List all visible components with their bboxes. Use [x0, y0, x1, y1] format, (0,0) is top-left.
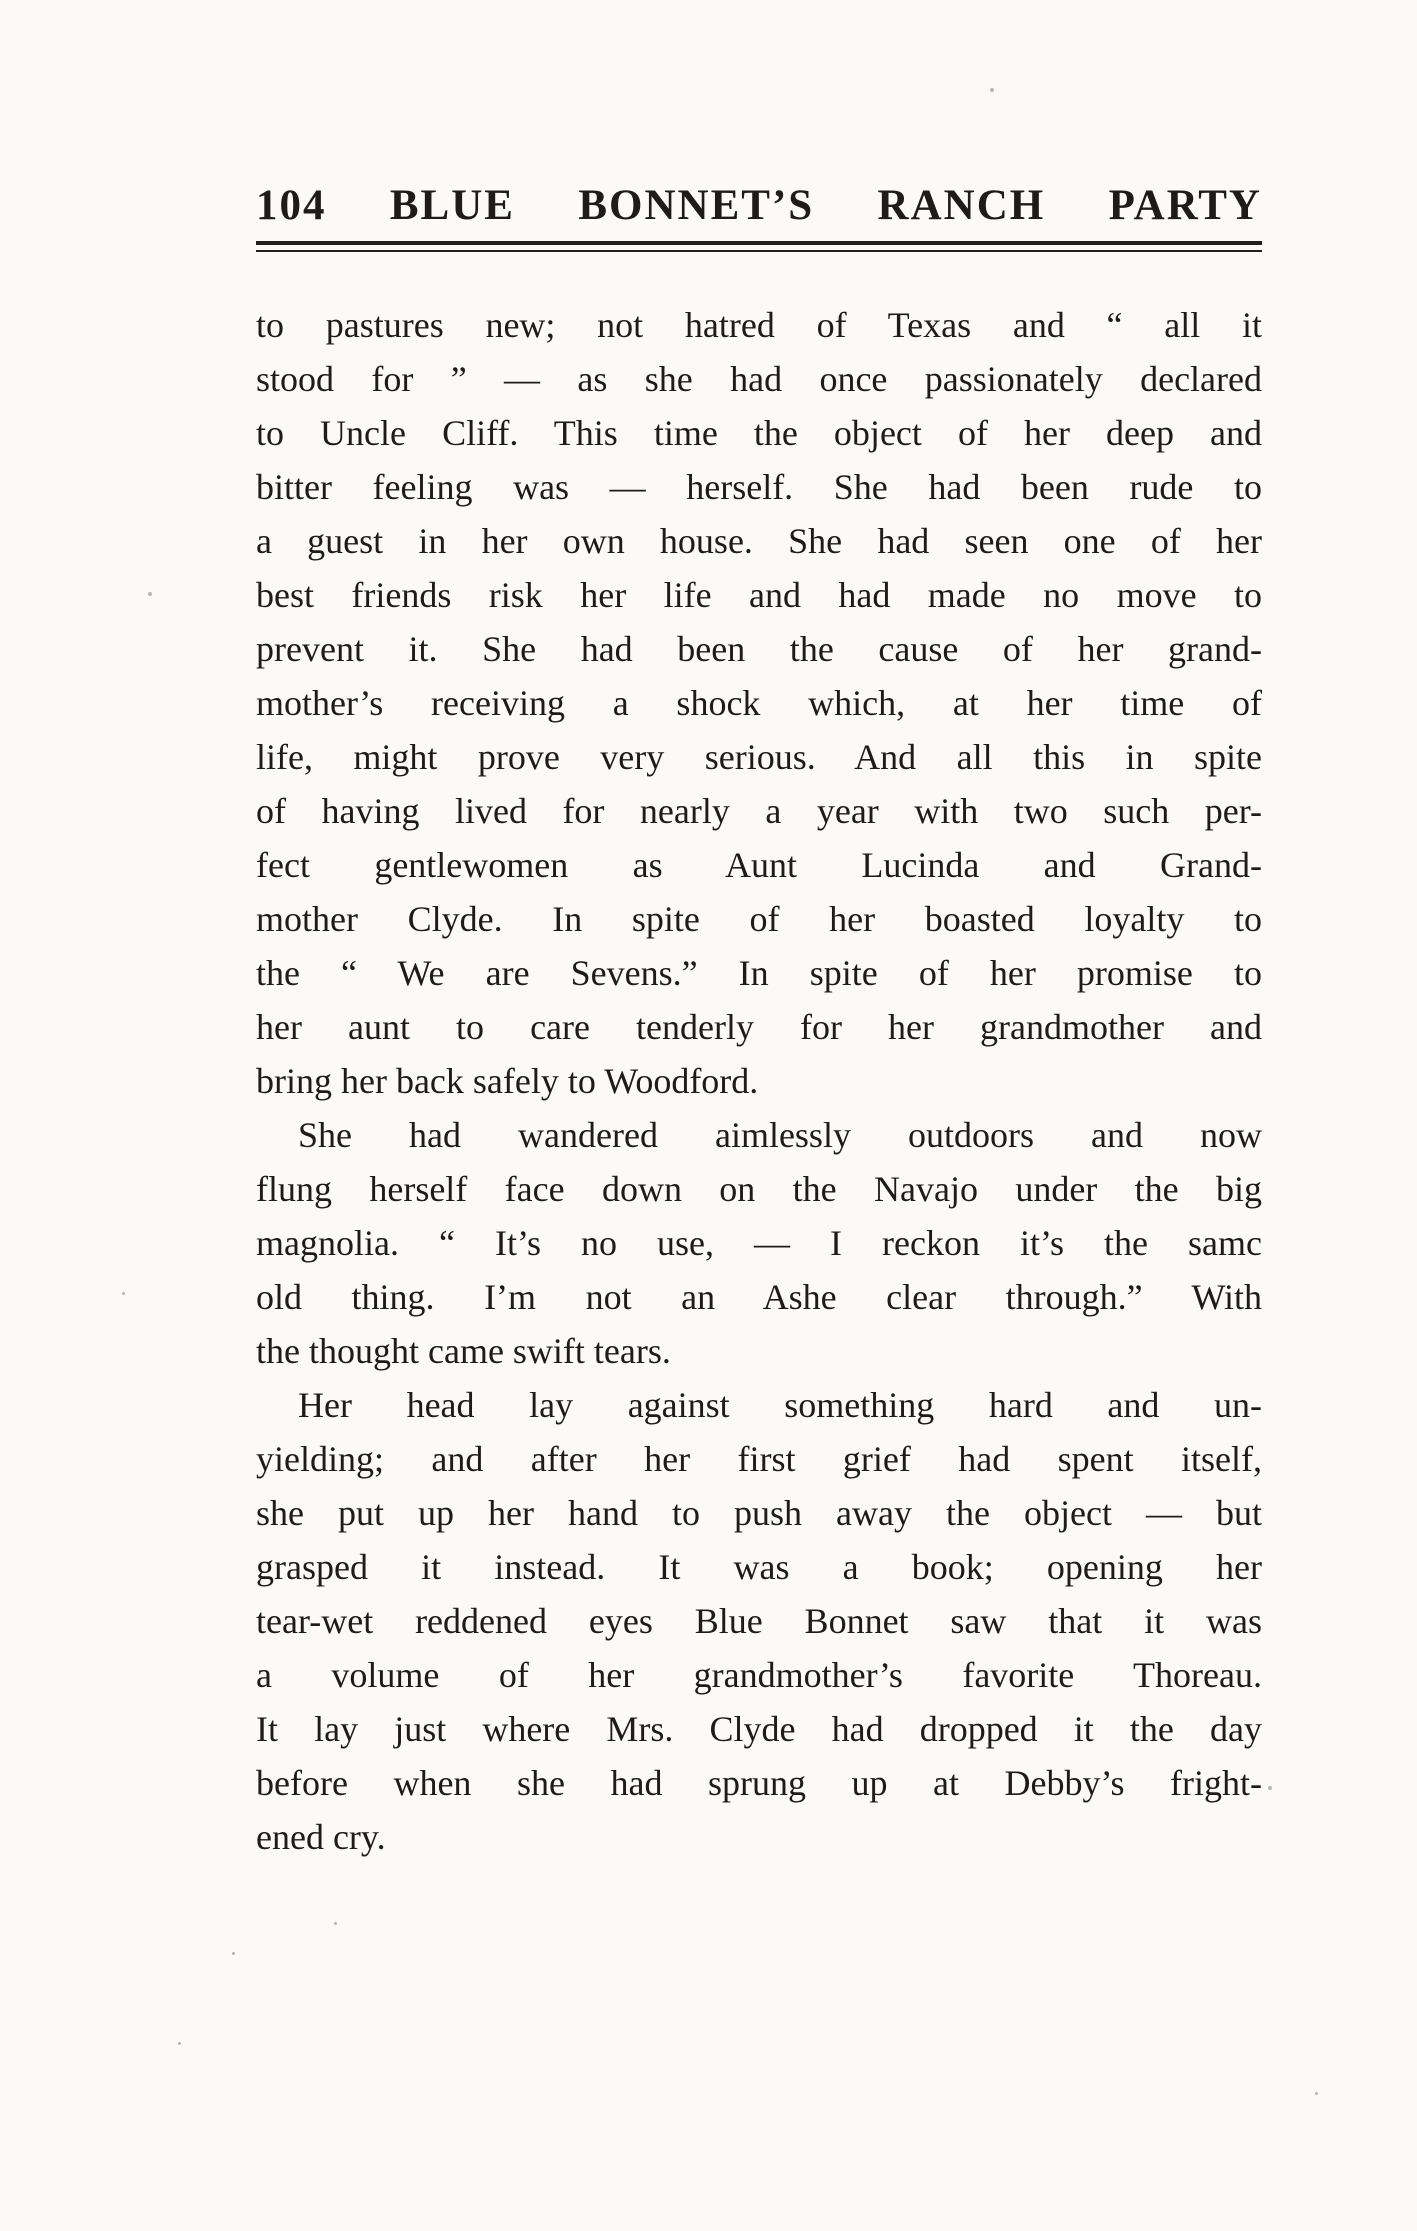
- text-line: mother’s receiving a shock which, at her time of: [256, 683, 1262, 723]
- scan-speck: [122, 1292, 125, 1295]
- text-line: yielding; and after her first grief had spent itself,: [256, 1439, 1262, 1479]
- text-line: flung herself face down on the Navajo under the big: [256, 1169, 1262, 1209]
- text-line: grasped it instead. It was a book; opening her: [256, 1547, 1262, 1587]
- running-head: [256, 182, 1262, 229]
- text-line: best friends risk her life and had made no move to: [256, 575, 1262, 615]
- scan-speck: [178, 2042, 181, 2045]
- scan-speck: [990, 88, 994, 92]
- page-number: 104: [256, 182, 327, 229]
- scan-speck: [1268, 1786, 1272, 1790]
- text-line: of having lived for nearly a year with two such per-: [256, 791, 1262, 831]
- text-line: to Uncle Cliff. This time the object of her deep and: [256, 413, 1262, 453]
- text-line: a guest in her own house. She had seen one of her: [256, 521, 1262, 561]
- text-line: Her head lay against something hard and un-: [298, 1385, 1262, 1425]
- scan-speck: [148, 592, 152, 596]
- book-title: BLUE BONNET’S RANCH PARTY: [389, 182, 1262, 229]
- text-line: to pastures new; not hatred of Texas and “ all it: [256, 305, 1262, 345]
- text-body: [256, 298, 1262, 1864]
- text-line: before when she had sprung up at Debby’s fright-: [256, 1763, 1262, 1803]
- text-line: old thing. I’m not an Ashe clear through.” With: [256, 1277, 1262, 1317]
- text-line: tear-wet reddened eyes Blue Bonnet saw that it was: [256, 1601, 1262, 1641]
- text-line: She had wandered aimlessly outdoors and now: [298, 1115, 1262, 1155]
- header-rule: [256, 241, 1262, 252]
- scan-speck: [334, 1922, 337, 1925]
- text-line: bitter feeling was — herself. She had been rude to: [256, 467, 1262, 507]
- text-line: prevent it. She had been the cause of her grand-: [256, 629, 1262, 669]
- text-line: ened cry.: [256, 1817, 386, 1857]
- text-line: life, might prove very serious. And all this in spite: [256, 737, 1262, 777]
- text-line: her aunt to care tenderly for her grandmother and: [256, 1007, 1262, 1047]
- scan-speck: [232, 1952, 235, 1955]
- text-line: stood for ” — as she had once passionately declared: [256, 359, 1262, 399]
- text-line: the thought came swift tears.: [256, 1331, 671, 1371]
- text-line: bring her back safely to Woodford.: [256, 1061, 759, 1101]
- text-line: mother Clyde. In spite of her boasted loyalty to: [256, 899, 1262, 939]
- page-header: [256, 182, 1262, 252]
- text-line: magnolia. “ It’s no use, — I reckon it’s the samc: [256, 1223, 1262, 1263]
- text-line: the “ We are Sevens.” In spite of her promise to: [256, 953, 1262, 993]
- text-line: a volume of her grandmother’s favorite Thoreau.: [256, 1655, 1262, 1695]
- text-line: fect gentlewomen as Aunt Lucinda and Grand-: [256, 845, 1262, 885]
- text-line: It lay just where Mrs. Clyde had dropped it the day: [256, 1709, 1262, 1749]
- scan-speck: [1315, 2092, 1318, 2095]
- text-line: she put up her hand to push away the object — but: [256, 1493, 1262, 1533]
